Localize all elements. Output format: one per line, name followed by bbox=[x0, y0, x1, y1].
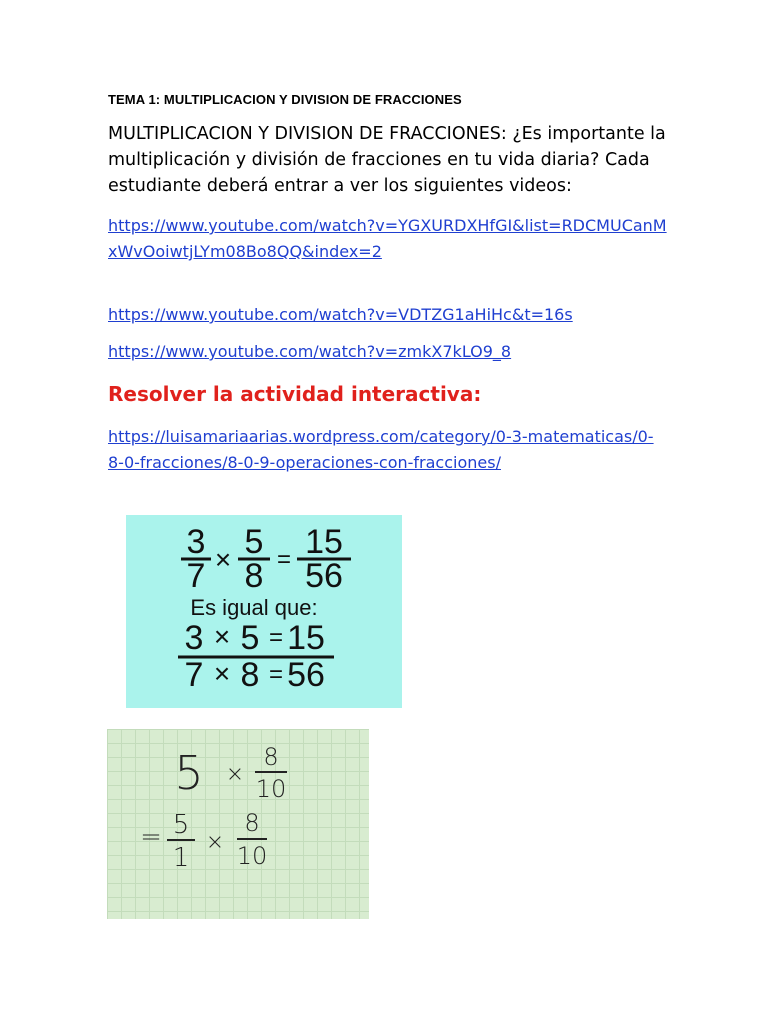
denominator-line-eq: = bbox=[268, 661, 284, 688]
intro-paragraph: MULTIPLICACION Y DIVISION DE FRACCIONES: ¿Es importante la multiplicación y división de fracciones en tu vida diaria? Cada estudiante deberá entrar a ver los siguientes videos: bbox=[108, 124, 666, 196]
fraction2-denominator: 8 bbox=[244, 557, 264, 595]
numerator-line-a: 3 bbox=[184, 619, 204, 657]
fraction1-numerator: 3 bbox=[186, 523, 206, 561]
numerator-line-result: 15 bbox=[287, 619, 325, 657]
row2-first-denominator: 1 bbox=[172, 843, 190, 873]
fraction1-denominator: 7 bbox=[186, 557, 206, 595]
video-link-2[interactable]: https://www.youtube.com/watch?v=VDTZG1aHiHc&t=16s bbox=[108, 305, 573, 324]
equivalence-caption: Es igual que: bbox=[190, 595, 318, 620]
whole-times-fraction-drawing bbox=[107, 729, 369, 919]
activity-title: Resolver la actividad interactiva: bbox=[108, 382, 482, 406]
row2-second-denominator: 10 bbox=[236, 842, 268, 870]
whole-times-fraction-image bbox=[107, 729, 369, 919]
numerator-line-eq: = bbox=[268, 624, 284, 651]
fraction-multiplication-image bbox=[126, 515, 402, 708]
equals-sign-1: = bbox=[276, 546, 292, 573]
result-denominator: 56 bbox=[305, 557, 343, 595]
result-numerator: 15 bbox=[305, 523, 343, 561]
activity-link[interactable]: https://luisamariaarias.wordpress.com/category/0-3-matematicas/0-8-0-fracciones/8-0-9-operaciones-con-fracciones/ bbox=[108, 427, 654, 472]
multiply-sign-row1: × bbox=[225, 762, 245, 787]
row1-numerator: 8 bbox=[263, 743, 279, 771]
row1-denominator: 10 bbox=[255, 775, 287, 803]
video-link-1[interactable]: https://www.youtube.com/watch?v=YGXURDXHfGI&list=RDCMUCanMxWvOoiwtjLYm08Bo8QQ&index=2 bbox=[108, 216, 667, 261]
numerator-line-b: 5 bbox=[240, 619, 260, 657]
fraction-multiplication-drawing bbox=[126, 515, 402, 708]
numerator-line-op: × bbox=[213, 621, 231, 652]
whole-number: 5 bbox=[174, 746, 204, 800]
document-heading: TEMA 1: MULTIPLICACION Y DIVISION DE FRACCIONES bbox=[108, 92, 462, 107]
equals-sign-row2: = bbox=[140, 822, 162, 852]
fraction2-numerator: 5 bbox=[244, 523, 264, 561]
denominator-line-a: 7 bbox=[184, 656, 204, 694]
row2-second-numerator: 8 bbox=[244, 809, 260, 837]
multiply-sign-1: × bbox=[214, 544, 232, 575]
denominator-line-result: 56 bbox=[287, 656, 325, 694]
multiply-sign-row2: × bbox=[205, 830, 225, 855]
video-link-3[interactable]: https://www.youtube.com/watch?v=zmkX7kLO9_8 bbox=[108, 342, 512, 361]
denominator-line-b: 8 bbox=[240, 656, 260, 694]
row2-first-numerator: 5 bbox=[172, 810, 190, 840]
denominator-line-op: × bbox=[213, 658, 231, 689]
